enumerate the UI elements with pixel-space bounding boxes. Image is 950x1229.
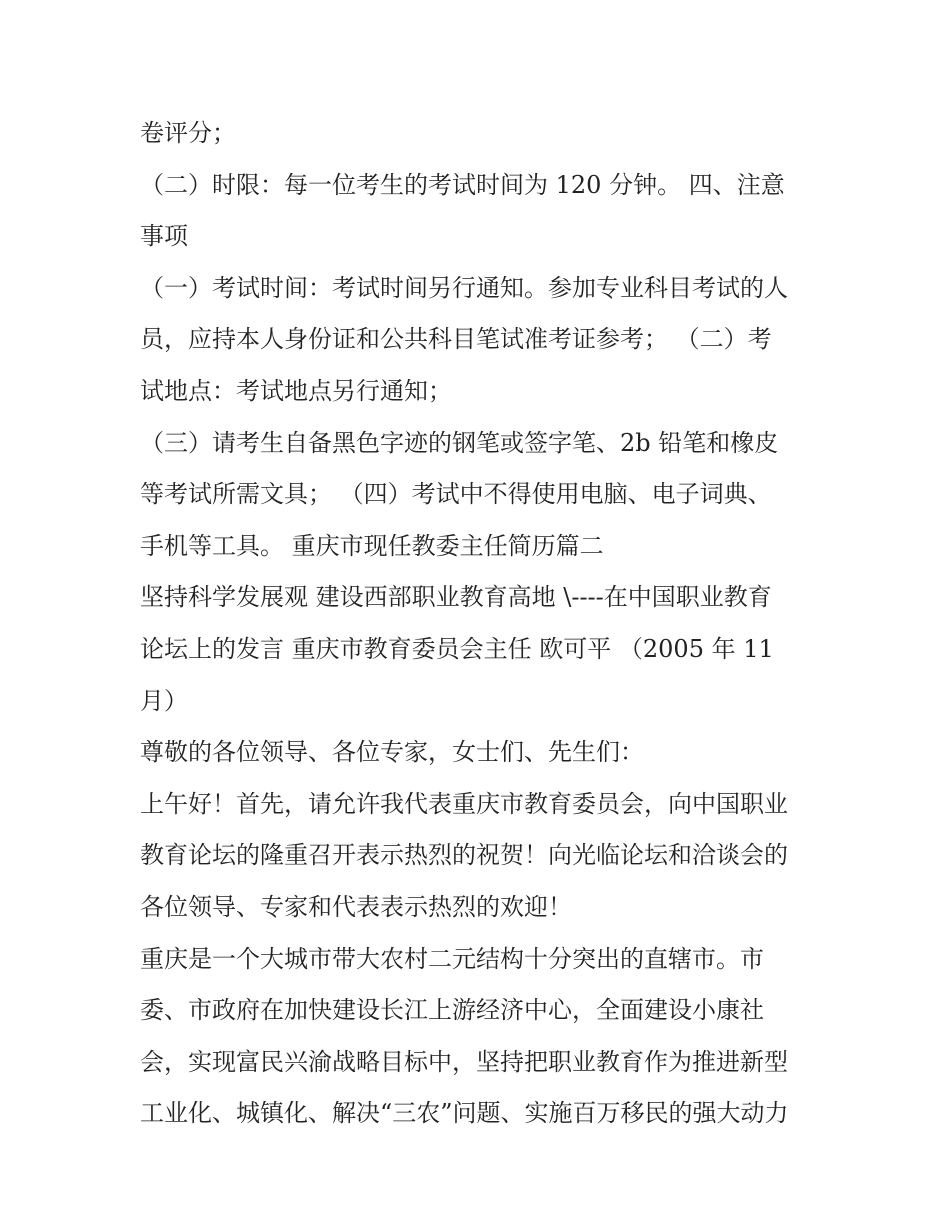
text-line: 坚持科学发展观 建设西部职业教育高地 \----在中国职业教育: [140, 583, 772, 612]
text-line: 教育论坛的隆重召开表示热烈的祝贺！向光临论坛和洽谈会的: [140, 841, 788, 870]
text-line: 尊敬的各位领导、各位专家，女士们、先生们：: [140, 738, 644, 767]
text-line: 各位领导、专家和代表表示热烈的欢迎！: [140, 892, 572, 921]
text-line: 重庆是一个大城市带大农村二元结构十分突出的直辖市。市: [140, 944, 764, 973]
text-line: （一）考试时间：考试时间另行通知。参加专业科目考试的人: [140, 273, 788, 302]
text-line: 员，应持本人身份证和公共科目笔试准考证参考； （二）考: [140, 325, 772, 354]
text-line: 上午好！首先，请允许我代表重庆市教育委员会，向中国职业: [140, 789, 788, 818]
document-body: [140, 108, 820, 1140]
text-line: 月）: [140, 686, 188, 715]
text-line: 事项: [140, 222, 188, 251]
text-line: 论坛上的发言 重庆市教育委员会主任 欧可平 （2005 年 11: [140, 634, 774, 663]
text-line: 试地点：考试地点另行通知；: [140, 376, 452, 405]
text-line: 等考试所需文具； （四）考试中不得使用电脑、电子词典、: [140, 480, 772, 509]
text-line: 工业化、城镇化、解决“三农”问题、实施百万移民的强大动力: [140, 1099, 789, 1128]
text-line: 会，实现富民兴渝战略目标中，坚持把职业教育作为推进新型: [140, 1047, 788, 1076]
text-line: 委、市政府在加快建设长江上游经济中心，全面建设小康社: [140, 996, 764, 1025]
text-line: 卷评分；: [140, 119, 236, 147]
text-line: 手机等工具。 重庆市现任教委主任简历篇二: [140, 531, 604, 560]
text-line: （三）请考生自备黑色字迹的钢笔或签字笔、2b 铅笔和橡皮: [140, 428, 779, 457]
text-line: （二）时限：每一位考生的考试时间为 120 分钟。 四、注意: [140, 170, 785, 199]
